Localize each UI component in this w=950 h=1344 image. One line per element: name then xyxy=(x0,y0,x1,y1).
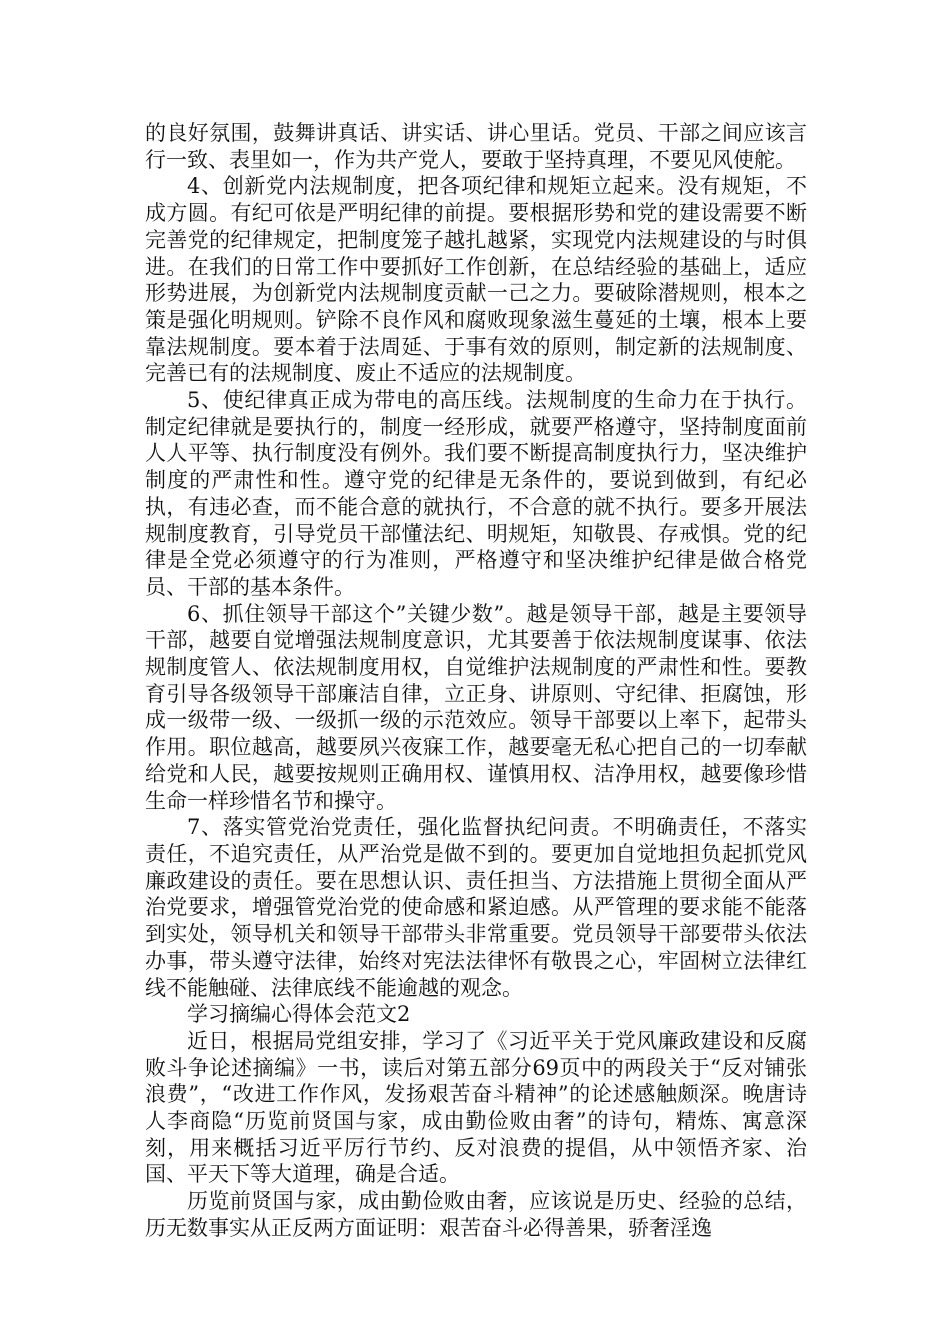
paragraph-body: 历览前贤国与家，成由勤俭败由奢，应该说是历史、经验的总结，历无数事实从正反两方面证明：艰苦奋斗必得善果，骄奢淫逸 xyxy=(145,1189,807,1240)
paragraph-item-7: 7、落实管党治党责任，强化监督执纪问责。不明确责任，不落实责任，不追究责任，从严治党是做不到的。要更加自觉地担负起抓党风廉政建设的责任。要在思想认识、责任担当、方法措施上贯彻全面从严治党要求，增强管党治党的使命感和紧迫感。从严管理的要求能不能落到实处，领导机关和领导干部带头非常重要。党员领导干部要带头依法办事，带头遵守法律，始终对宪法法律怀有敬畏之心，牢固树立法律红线不能触碰、法律底线不能逾越的观念。 xyxy=(145,815,807,1000)
paragraph-item-4: 4、创新党内法规制度，把各项纪律和规矩立起来。没有规矩，不成方圆。有纪可依是严明纪律的前提。要根据形势和党的建设需要不断完善党的纪律规定，把制度笼子越扎越紧，实现党内法规建设的与时俱进。在我们的日常工作中要抓好工作创新，在总结经验的基础上，适应形势进展，为创新党内法规制度贡献一己之力。要破除潜规则，根本之策是强化明规则。铲除不良作风和腐败现象滋生蔓延的土壤，根本上要靠法规制度。要本着于法周延、于事有效的原则，制定新的法规制度、完善已有的法规制度、废止不适应的法规制度。 xyxy=(145,174,807,386)
paragraph-item-5: 5、使纪律真正成为带电的高压线。法规制度的生命力在于执行。制定纪律就是要执行的，制度一经形成，就要严格遵守，坚持制度面前人人平等、执行制度没有例外。我们要不断提高制度执行力，坚决维护制度的严肃性和性。遵守党的纪律是无条件的，要说到做到，有纪必执，有违必查，而不能合意的就执行，不合意的就不执行。要多开展法规制度教育，引导党员干部懂法纪、明规矩，知敬畏、存戒惧。党的纪律是全党必须遵守的行为准则，严格遵守和坚决维护纪律是做合格党员、干部的基本条件。 xyxy=(145,388,807,599)
document-page xyxy=(145,120,807,1242)
section-heading: 学习摘编心得体会范文2 xyxy=(187,1002,411,1027)
paragraph-continuation: 的良好氛围，鼓舞讲真话、讲实话、讲心里话。党员、干部之间应该言行一致、表里如一，作为共产党人，要敢于坚持真理，不要见风使舵。 xyxy=(145,121,807,172)
paragraph-item-6: 6、抓住领导干部这个”关键少数”。越是领导干部，越是主要领导干部，越要自觉增强法规制度意识，尤其要善于依法规制度谋事、依法规制度管人、依法规制度用权，自觉维护法规制度的严肃性和性。要教育引导各级领导干部廉洁自律，立正身、讲原则、守纪律、拒腐蚀，形成一级带一级、一级抓一级的示范效应。领导干部要以上率下，起带头作用。职位越高，越要夙兴夜寐工作，越要毫无私心把自己的一切奉献给党和人民，越要按规则正确用权、谨慎用权、洁净用权，越要像珍惜生命一样珍惜名节和操守。 xyxy=(145,601,807,813)
paragraph-intro: 近日，根据局党组安排，学习了《习近平关于党风廉政建设和反腐败斗争论述摘编》一书，读后对第五部分69页中的两段关于“反对铺张浪费”，“改进工作作风，发扬艰苦奋斗精神”的论述感触颇深。晚唐诗人李商隐“历览前贤国与家，成由勤俭败由奢”的诗句，精炼、寓意深刻，用来概括习近平厉行节约、反对浪费的提倡，从中领悟齐家、治国、平天下等大道理，确是合适。 xyxy=(145,1028,807,1187)
